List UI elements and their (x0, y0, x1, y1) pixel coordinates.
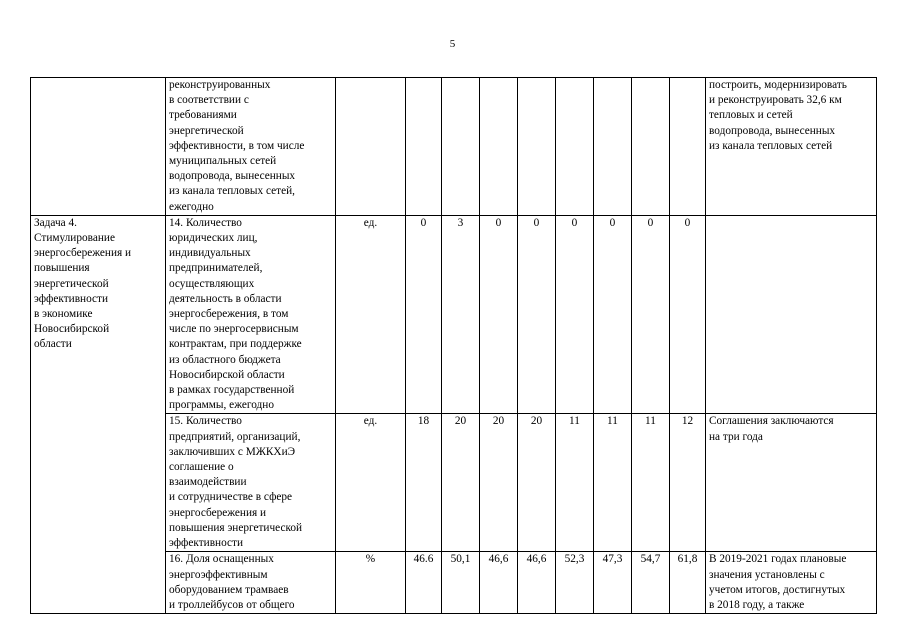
indicator-cell: 14. Количество юридических лиц, индивидуальных предпринимателей, осуществляющих деятельность в области энергосбережения, в том числе по энергосервисным контрактам, при поддержке из областного бюджета Новосибирской области в рамках государственной программы, ежегодно (166, 215, 336, 414)
task-cell: Задача 4. Стимулирование энергосбережения и повышения энергетической эффективности в экономике Новосибирской области (31, 215, 166, 613)
value-cell: 20 (518, 414, 556, 552)
value-cell: 0 (594, 215, 632, 414)
value-cell (518, 78, 556, 216)
indicator-cell: реконструированных в соответствии с требованиями энергетической эффективности, в том числе муниципальных сетей водопровода, вынесенных из канала тепловых сетей, ежегодно (166, 78, 336, 216)
value-cell (670, 78, 706, 216)
page-number: 5 (449, 38, 456, 50)
value-cell: 20 (442, 414, 480, 552)
value-cell: 50,1 (442, 552, 480, 614)
value-cell: 0 (480, 215, 518, 414)
indicators-table (30, 77, 877, 614)
value-cell (406, 78, 442, 216)
value-cell: 20 (480, 414, 518, 552)
unit-cell: ед. (336, 414, 406, 552)
value-cell: 11 (556, 414, 594, 552)
value-cell (594, 78, 632, 216)
note-cell (706, 215, 877, 414)
value-cell: 0 (556, 215, 594, 414)
value-cell: 12 (670, 414, 706, 552)
value-cell: 18 (406, 414, 442, 552)
value-cell: 46,6 (480, 552, 518, 614)
value-cell: 0 (632, 215, 670, 414)
value-cell: 61,8 (670, 552, 706, 614)
note-cell: В 2019-2021 годах плановые значения установлены с учетом итогов, достигнутых в 2018 году, а также (706, 552, 877, 614)
value-cell: 46,6 (518, 552, 556, 614)
table-row (31, 78, 877, 216)
value-cell: 11 (594, 414, 632, 552)
indicator-cell: 16. Доля оснащенных энергоэффективным оборудованием трамваев и троллейбусов от общего (166, 552, 336, 614)
unit-cell (336, 78, 406, 216)
value-cell (632, 78, 670, 216)
value-cell: 0 (406, 215, 442, 414)
value-cell: 52,3 (556, 552, 594, 614)
value-cell: 0 (670, 215, 706, 414)
value-cell: 54,7 (632, 552, 670, 614)
table-row (31, 215, 877, 414)
note-cell: Соглашения заключаются на три года (706, 414, 877, 552)
indicator-cell: 15. Количество предприятий, организаций, заключивших с МЖКХиЭ соглашение о взаимодействии и сотрудничестве в сфере энергосбережения и повышения энергетической эффективности (166, 414, 336, 552)
unit-cell: % (336, 552, 406, 614)
value-cell: 11 (632, 414, 670, 552)
value-cell (480, 78, 518, 216)
value-cell: 3 (442, 215, 480, 414)
value-cell: 0 (518, 215, 556, 414)
unit-cell: ед. (336, 215, 406, 414)
note-cell: построить, модернизировать и реконструировать 32,6 км тепловых и сетей водопровода, вынесенных из канала тепловых сетей (706, 78, 877, 216)
value-cell: 47,3 (594, 552, 632, 614)
task-cell (31, 78, 166, 216)
value-cell: 46.6 (406, 552, 442, 614)
value-cell (556, 78, 594, 216)
value-cell (442, 78, 480, 216)
